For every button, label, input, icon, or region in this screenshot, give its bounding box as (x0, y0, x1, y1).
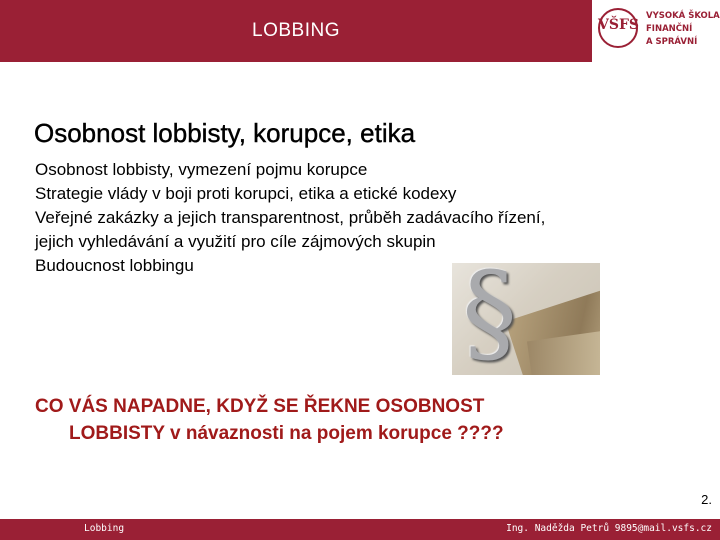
logo-text (646, 10, 720, 49)
footer-course: Lobbing (84, 523, 125, 534)
question-line-2: LOBBISTY v návaznosti na pojem korupce ???? (69, 423, 504, 444)
bullet-item: jejich vyhledávání a využití pro cíle zájmových skupin (35, 232, 436, 251)
footer-bar (0, 519, 720, 540)
bullet-item: Budoucnost lobbingu (35, 256, 194, 275)
logo-line-3: A SPRÁVNÍ (646, 37, 698, 47)
logo-mark: VŠFS (598, 17, 640, 33)
logo-line-2: FINANČNÍ (646, 24, 693, 34)
slide-number: 2. (701, 492, 712, 507)
bullet-item: Veřejné zakázky a jejich transparentnost, průběh zadávacího řízení, (35, 208, 546, 227)
slide-title: Osobnost lobbisty, korupce, etika (34, 118, 416, 148)
school-logo (592, 0, 720, 62)
logo-line-1: VYSOKÁ ŠKOLA (646, 11, 720, 21)
header-bar (0, 0, 592, 62)
bullet-list (35, 158, 675, 278)
footer-author: Ing. Naděžda Petrů 9895@mail.vsfs.cz (506, 523, 712, 534)
bullet-item: Osobnost lobbisty, vymezení pojmu korupce (35, 160, 368, 179)
question-line-1: CO VÁS NAPADNE, KDYŽ SE ŘEKNE OSOBNOST (35, 396, 485, 417)
paragraph-money-image (452, 263, 600, 375)
paragraph-symbol-icon: § (462, 263, 517, 375)
bullet-item: Strategie vlády v boji proti korupci, etika a etické kodexy (35, 184, 457, 203)
header-title: LOBBING (252, 20, 340, 41)
question-text (35, 393, 675, 447)
